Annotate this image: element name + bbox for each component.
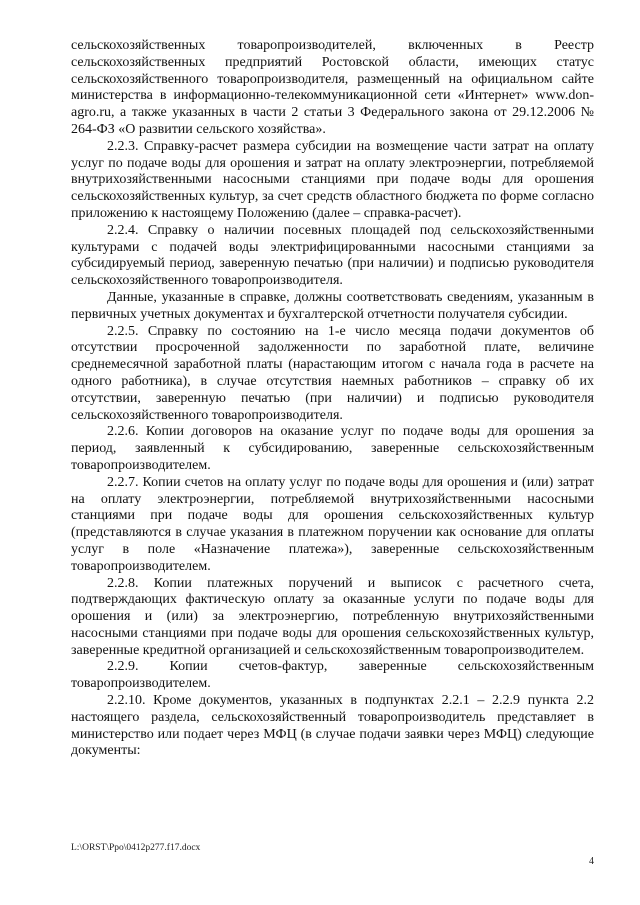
paragraph-2-2-3: 2.2.3. Справку-расчет размера субсидии на возмещение части затрат на оплату услуг по подаче воды для орошения и затрат на оплату электроэнергии, потребляемой внутрихозяйственными насосными станциями при подаче воды для орошения сельскохозяйственных культур, за счет средств областного бюджета по форме согласно приложению к настоящему Положению (далее – справка-расчет). [71, 138, 594, 221]
paragraph-2-2-8: 2.2.8. Копии платежных поручений и выписок с расчетного счета, подтверждающих фактическую оплату за оказанные услуги по подаче воды для орошения и (или) за электроэнергию, потребленную внутрихозяйственными насосными станциями при подаче воды для орошения сельскохозяйственных культур, заверенные кредитной организацией и сельскохозяйственным товаропроизводителем. [71, 575, 594, 658]
paragraph-2-2-10: 2.2.10. Кроме документов, указанных в подпунктах 2.2.1 – 2.2.9 пункта 2.2 настоящего раздела, сельскохозяйственный товаропроизводитель представляет в министерство или подает через МФЦ (в случае подачи заявки через МФЦ) следующие документы: [71, 693, 594, 759]
paragraph-continuation: сельскохозяйственных товаропроизводителей, включенных в Реестр сельскохозяйственных предприятий Ростовской области, имеющих статус сельскохозяйственного товаропроизводителя, размещенный на официальном сайте министерства в информационно-телекоммуникационной сети «Интернет» www.don-agro.ru, а также указанных в части 2 статьи 3 Федерального закона от 29.12.2006 № 264-ФЗ «О развитии сельского хозяйства». [71, 38, 594, 137]
paragraph-2-2-6: 2.2.6. Копии договоров на оказание услуг по подаче воды для орошения за период, заявленный к субсидированию, заверенные сельскохозяйственным товаропроизводителем. [71, 424, 594, 473]
paragraph-data-note: Данные, указанные в справке, должны соответствовать сведениям, указанным в первичных учетных документах и бухгалтерской отчетности получателя субсидии. [71, 289, 594, 322]
document-body [71, 38, 594, 760]
paragraph-2-2-7: 2.2.7. Копии счетов на оплату услуг по подаче воды для орошения и (или) затрат на оплату электроэнергии, потребляемой внутрихозяйственными насосными станциями при подаче воды для орошения сельскохозяйственных культур (представляются в случае указания в платежном поручении как основание для оплаты услуг в поле «Назначение платежа»), заверенные сельскохозяйственным товаропроизводителем. [71, 474, 594, 574]
paragraph-2-2-9: 2.2.9. Копии счетов-фактур, заверенные сельскохозяйственным товаропроизводителем. [71, 659, 594, 692]
paragraph-2-2-4: 2.2.4. Справку о наличии посевных площадей под сельскохозяйственными культурами с подачей воды электрифицированными насосными станциями за субсидируемый период, заверенную печатью (при наличии) и подписью руководителя сельскохозяйственного товаропроизводителя. [71, 222, 594, 289]
paragraph-2-2-5: 2.2.5. Справку по состоянию на 1-е число месяца подачи документов об отсутствии просроченной задолженности по заработной плате, величине среднемесячной заработной платы (нарастающим итогом с начала года в расчете на одного работника), в случае отсутствия наемных работников – справку об их отсутствии, заверенную печатью (при наличии) и подписью руководителя сельскохозяйственного товаропроизводителя. [71, 323, 594, 423]
page-number: 4 [589, 856, 594, 867]
footer-file-path: L:\ORST\Ppo\0412p277.f17.docx [71, 843, 201, 853]
